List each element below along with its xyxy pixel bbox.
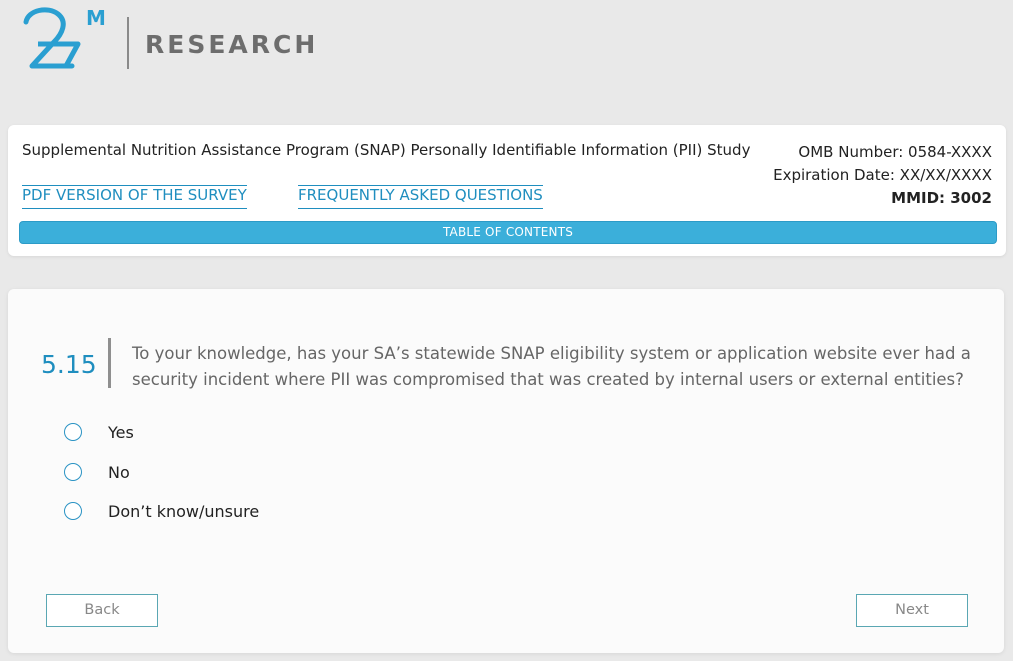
omb-info bbox=[773, 141, 992, 210]
study-title: Supplemental Nutrition Assistance Program (SNAP) Personally Identifiable Information (PII) Study bbox=[22, 141, 751, 159]
question-text: To your knowledge, has your SA’s statewide SNAP eligibility system or application website ever had a security incident where PII was compromised that was created by internal users or external entities? bbox=[132, 344, 971, 389]
option-yes[interactable] bbox=[64, 419, 134, 445]
question-divider bbox=[108, 338, 111, 388]
option-no[interactable] bbox=[64, 459, 130, 485]
option-dont-know[interactable] bbox=[64, 498, 260, 524]
question-card bbox=[8, 289, 1004, 653]
faq-link[interactable]: FREQUENTLY ASKED QUESTIONS bbox=[298, 185, 543, 209]
option-label: Yes bbox=[108, 423, 134, 442]
question-number: 5.15 bbox=[41, 350, 97, 379]
radio-no[interactable] bbox=[64, 463, 82, 481]
omb-number: OMB Number: 0584-XXXX bbox=[798, 143, 992, 161]
table-of-contents-button[interactable]: TABLE OF CONTENTS bbox=[19, 221, 997, 244]
logo-superscript: M bbox=[86, 6, 106, 30]
option-label: Don’t know/unsure bbox=[108, 502, 260, 521]
survey-header bbox=[8, 125, 1006, 256]
mmid: MMID: 3002 bbox=[891, 189, 992, 207]
back-button[interactable]: Back bbox=[46, 594, 158, 627]
logo-divider bbox=[127, 17, 129, 69]
expiration-date: Expiration Date: XX/XX/XXXX bbox=[773, 166, 992, 184]
logo-wordmark: RESEARCH bbox=[145, 30, 319, 59]
logo bbox=[18, 4, 319, 76]
pdf-version-link[interactable]: PDF VERSION OF THE SURVEY bbox=[22, 185, 247, 209]
option-label: No bbox=[108, 463, 130, 482]
radio-yes[interactable] bbox=[64, 423, 82, 441]
radio-dont-know[interactable] bbox=[64, 502, 82, 520]
next-button[interactable]: Next bbox=[856, 594, 968, 627]
